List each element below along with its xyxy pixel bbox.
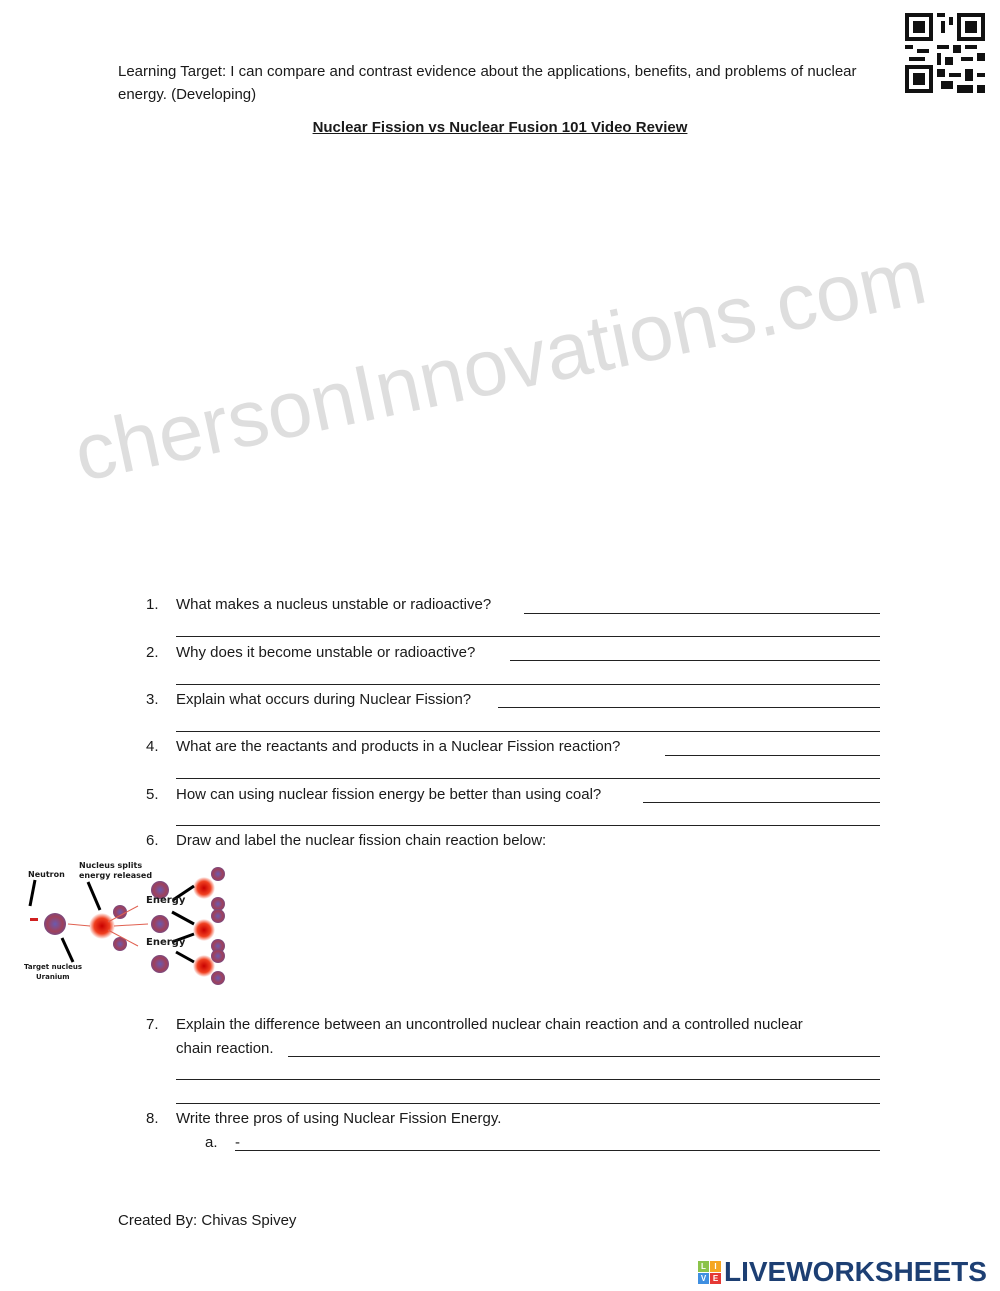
question-text: Why does it become unstable or radioactive?	[176, 644, 476, 661]
badge-letter: V	[698, 1273, 709, 1284]
badge-letter: I	[710, 1261, 721, 1272]
answer-line[interactable]	[176, 778, 880, 779]
question-text: Explain the difference between an uncontrolled nuclear chain reaction and a controlled nuclear	[176, 1016, 803, 1033]
answer-line[interactable]	[498, 707, 880, 708]
label-energy: Energy	[146, 895, 186, 906]
question-number: 3.	[146, 691, 159, 708]
question-number: 2.	[146, 644, 159, 661]
learning-target: Learning Target: I can compare and contrast evidence about the applications, benefits, and problems of nuclear energy. (Developing)	[118, 63, 857, 103]
answer-line[interactable]	[665, 755, 880, 756]
answer-line[interactable]	[176, 825, 880, 826]
question-number: 8.	[146, 1110, 159, 1127]
question-text: Draw and label the nuclear fission chain reaction below:	[176, 832, 547, 849]
question-text: What are the reactants and products in a Nuclear Fission reaction?	[176, 738, 621, 755]
answer-line[interactable]	[176, 684, 880, 685]
question-number: 7.	[146, 1016, 159, 1033]
answer-line[interactable]	[524, 613, 880, 614]
question-text: Explain what occurs during Nuclear Fission?	[176, 691, 472, 708]
label-neutron: Neutron	[28, 870, 65, 879]
label-energy: Energy	[146, 937, 186, 948]
subitem-label: a.	[205, 1134, 218, 1151]
qr-code-icon	[905, 13, 985, 93]
question-number: 4.	[146, 738, 159, 755]
question-number: 1.	[146, 596, 159, 613]
subitem-dash: -	[235, 1134, 240, 1151]
answer-line[interactable]	[235, 1150, 880, 1151]
page-title: Nuclear Fission vs Nuclear Fusion 101 Video Review	[312, 119, 688, 136]
question-number: 5.	[146, 786, 159, 803]
question-text: How can using nuclear fission energy be better than using coal?	[176, 786, 602, 803]
question-number: 6.	[146, 832, 159, 849]
answer-line[interactable]	[510, 660, 880, 661]
badge-letter: E	[710, 1273, 721, 1284]
question-text: chain reaction.	[176, 1040, 274, 1057]
logo-text: LIVEWORKSHEETS	[724, 1256, 987, 1287]
live-badge-icon	[698, 1261, 721, 1284]
label-nucleus-splits: Nucleus splits	[79, 861, 143, 870]
answer-line[interactable]	[176, 731, 880, 732]
question-text: Write three pros of using Nuclear Fission Energy.	[176, 1110, 502, 1127]
label-energy-released: energy released	[79, 871, 153, 880]
answer-line[interactable]	[176, 1079, 880, 1080]
label-uranium: Uranium	[36, 973, 70, 981]
answer-line[interactable]	[176, 636, 880, 637]
question-text: What makes a nucleus unstable or radioactive?	[176, 596, 492, 613]
label-target-nucleus: Target nucleus	[24, 963, 83, 971]
badge-letter: L	[698, 1261, 709, 1272]
liveworksheets-logo[interactable]	[698, 1256, 987, 1288]
answer-line[interactable]	[176, 1103, 880, 1104]
answer-line[interactable]	[288, 1056, 880, 1057]
watermark: chersonInnovations.com	[66, 230, 934, 499]
answer-line[interactable]	[643, 802, 880, 803]
fission-chain-diagram	[18, 860, 258, 985]
created-by: Created By: Chivas Spivey	[118, 1212, 297, 1229]
